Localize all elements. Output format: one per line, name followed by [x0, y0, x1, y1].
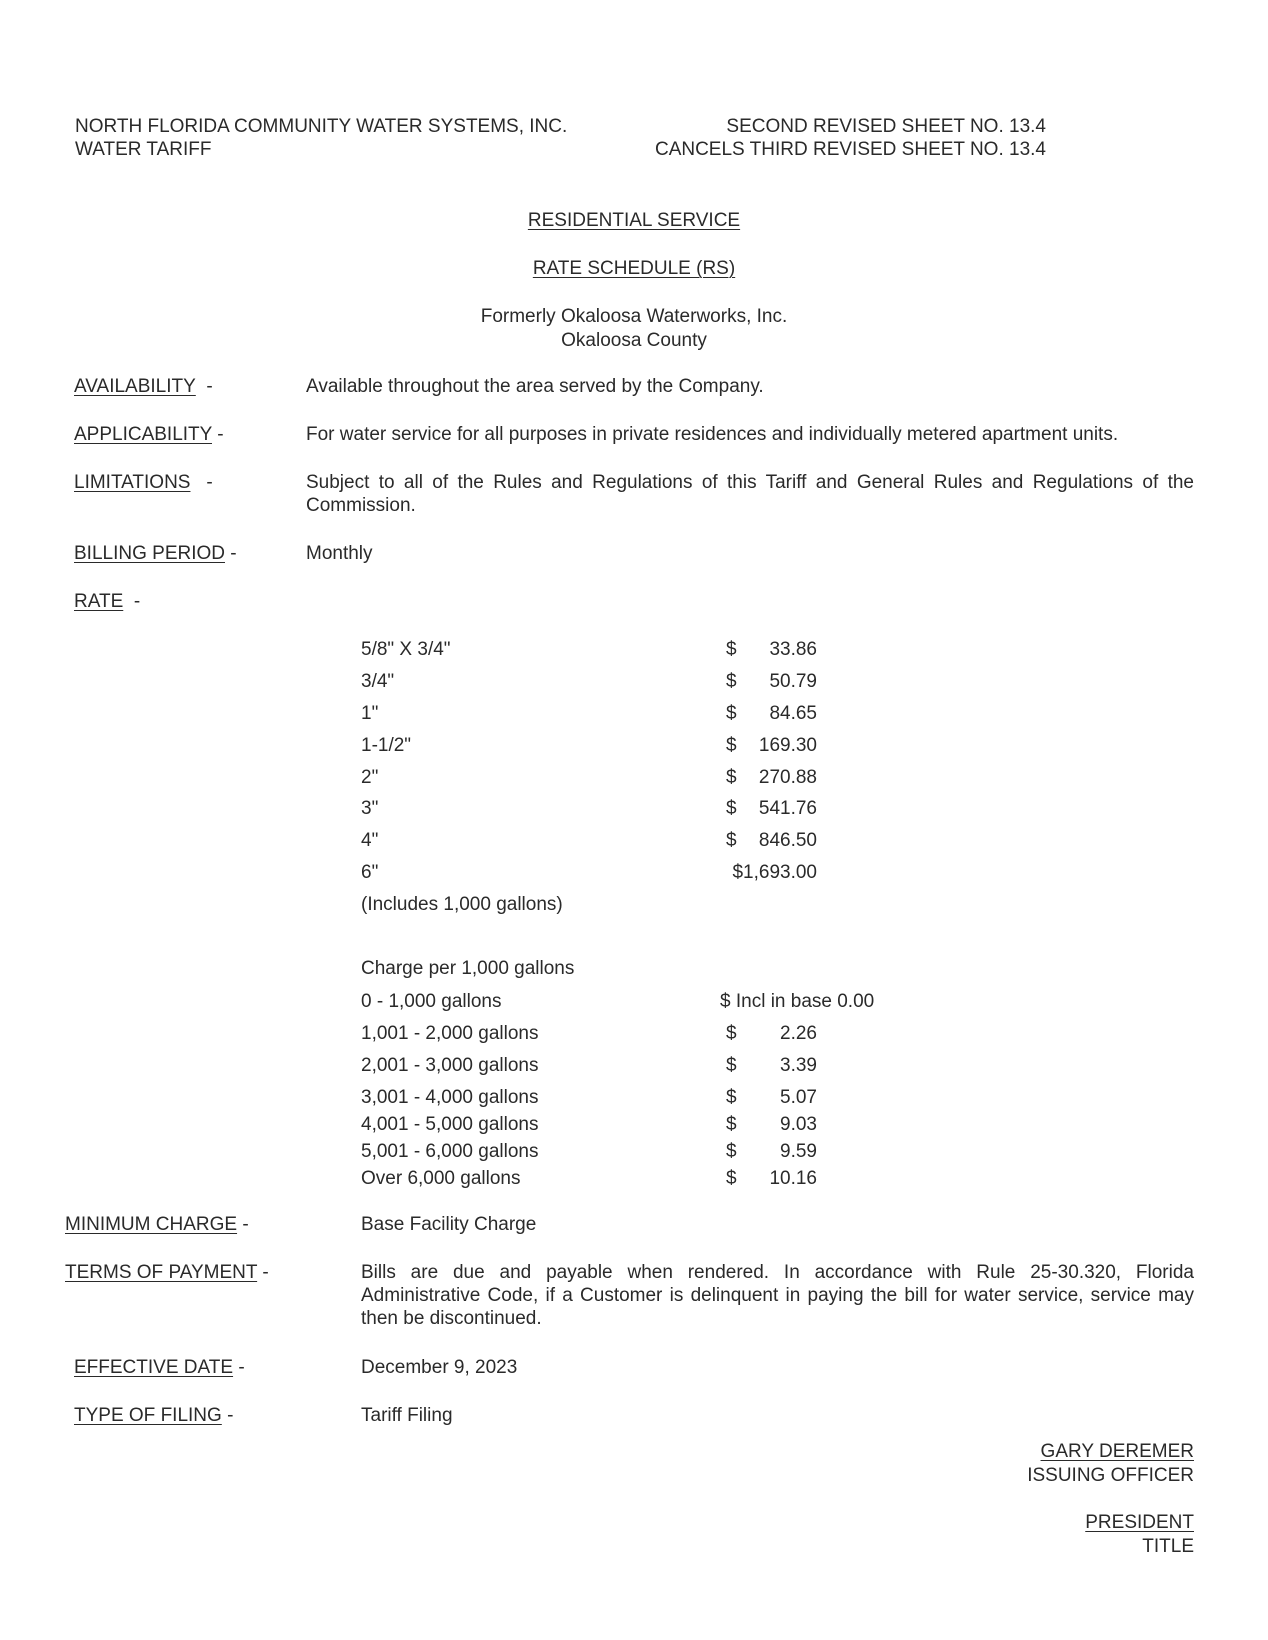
service-title: RESIDENTIAL SERVICE — [527, 210, 741, 231]
rate-row-label: 1,001 - 2,000 gallons — [361, 1023, 539, 1044]
availability-sep: - — [206, 376, 213, 397]
company-name: NORTH FLORIDA COMMUNITY WATER SYSTEMS, INC. — [75, 116, 568, 137]
pipe-size-label: 2" — [361, 767, 379, 788]
base-rate-amount: 84.65 — [769, 703, 817, 724]
pipe-size-label: 5/8" X 3/4" — [361, 639, 451, 660]
limitations-label-row — [74, 471, 213, 494]
base-rate-amount: 270.88 — [758, 767, 817, 788]
billing-period-label: BILLING PERIOD — [74, 543, 225, 564]
issuing-officer-name: GARY DEREMER — [1040, 1441, 1194, 1462]
pipe-size-label: 4" — [361, 830, 379, 851]
availability-label-row — [74, 375, 213, 398]
officer-title-label: TITLE — [1142, 1536, 1194, 1557]
county-text: Okaloosa County — [561, 330, 707, 351]
base-rate-amount: 33.86 — [769, 639, 817, 660]
billing-period-label-row — [74, 542, 237, 565]
rate-row-currency: $ — [726, 1087, 737, 1108]
rate-row-label: 2,001 - 3,000 gallons — [361, 1055, 539, 1076]
rate-row-amount: 5.07 — [780, 1087, 817, 1108]
rate-row-amount: 3.39 — [780, 1055, 817, 1076]
pipe-size-label: 1-1/2" — [361, 735, 412, 756]
pipe-size-label: 3/4" — [361, 671, 395, 692]
availability-text: Available throughout the area served by the Company. — [306, 376, 764, 397]
sheet-number: SECOND REVISED SHEET NO. 13.4 — [726, 116, 1046, 137]
filing-type-label-row — [74, 1404, 233, 1427]
rate-row-amount: 10.16 — [769, 1168, 817, 1189]
rate-row-amount: 9.59 — [780, 1141, 817, 1162]
rate-row-currency: $ — [726, 1168, 737, 1189]
base-rate-currency: $ — [726, 703, 737, 724]
terms-label-row — [65, 1261, 269, 1284]
base-rate-currency: $ — [726, 639, 737, 660]
rate-label-row — [74, 590, 140, 613]
base-rate-currency: $ — [726, 767, 737, 788]
base-rate-currency: $ — [726, 830, 737, 851]
schedule-title: RATE SCHEDULE (RS) — [532, 258, 736, 279]
applicability-label: APPLICABILITY — [74, 424, 212, 445]
issuing-officer-role: ISSUING OFFICER — [1027, 1465, 1194, 1486]
filing-type-label: TYPE OF FILING — [74, 1405, 222, 1426]
base-rate-amount: 846.50 — [758, 830, 817, 851]
pipe-size-label: 1" — [361, 703, 379, 724]
rate-sep: - — [133, 591, 141, 612]
terms-label: TERMS OF PAYMENT — [65, 1262, 258, 1283]
base-rate-amount: 169.30 — [758, 735, 817, 756]
applicability-sep: - — [217, 424, 224, 445]
terms-text: Bills are due and payable when rendered. In accordance with Rule 25-30.320, Florida Administrative Code, if a Customer is delinquent in paying the bill for water service, service may then be discontinued. — [361, 1262, 1194, 1329]
rate-row-currency: $ — [726, 1023, 737, 1044]
first-tier-range: 0 - 1,000 gallons — [361, 991, 502, 1012]
rate-row-label: 3,001 - 4,000 gallons — [361, 1087, 539, 1108]
rate-row-label: 5,001 - 6,000 gallons — [361, 1141, 539, 1162]
rate-row-label: Over 6,000 gallons — [361, 1168, 521, 1189]
minimum-charge-label-row — [65, 1213, 249, 1236]
availability-label: AVAILABILITY — [74, 376, 196, 397]
base-rate-amount: $1,693.00 — [732, 862, 817, 883]
rate-label: RATE — [74, 591, 124, 612]
minimum-charge-text: Base Facility Charge — [361, 1214, 537, 1235]
rate-row-currency: $ — [726, 1141, 737, 1162]
limitations-label: LIMITATIONS — [74, 472, 191, 493]
base-rate-currency: $ — [726, 798, 737, 819]
effective-date-label-row — [74, 1356, 245, 1379]
gallonage-heading: Charge per 1,000 gallons — [361, 958, 575, 979]
formerly-text: Formerly Okaloosa Waterworks, Inc. — [480, 306, 788, 327]
officer-title-value: PRESIDENT — [1085, 1512, 1194, 1533]
base-rate-amount: 541.76 — [758, 798, 817, 819]
effective-date-label: EFFECTIVE DATE — [74, 1357, 234, 1378]
terms-sep: - — [262, 1262, 269, 1283]
limitations-sep: - — [206, 472, 213, 493]
applicability-label-row — [74, 423, 224, 446]
pipe-size-label: 3" — [361, 798, 379, 819]
limitations-text: Subject to all of the Rules and Regulations of this Tariff and General Rules and Regulations of the Commission. — [306, 472, 1194, 516]
effective-date-sep: - — [238, 1357, 245, 1378]
rate-row-currency: $ — [726, 1114, 737, 1135]
base-note: (Includes 1,000 gallons) — [361, 894, 563, 915]
first-tier-text: $ Incl in base 0.00 — [720, 991, 875, 1012]
rate-row-label: 4,001 - 5,000 gallons — [361, 1114, 539, 1135]
minimum-charge-sep: - — [242, 1214, 249, 1235]
base-rate-currency: $ — [726, 735, 737, 756]
base-rate-currency: $ — [726, 671, 737, 692]
applicability-text: For water service for all purposes in private residences and individually metered apartment units. — [306, 424, 1119, 445]
tariff-name: WATER TARIFF — [75, 139, 212, 160]
rate-row-currency: $ — [726, 1055, 737, 1076]
filing-type-sep: - — [227, 1405, 234, 1426]
billing-period-text: Monthly — [306, 543, 373, 564]
minimum-charge-label: MINIMUM CHARGE — [65, 1214, 238, 1235]
filing-type-text: Tariff Filing — [361, 1405, 453, 1426]
effective-date-text: December 9, 2023 — [361, 1357, 518, 1378]
base-rate-amount: 50.79 — [769, 671, 817, 692]
billing-period-sep: - — [230, 543, 237, 564]
rate-row-amount: 2.26 — [780, 1023, 817, 1044]
pipe-size-label: 6" — [361, 862, 379, 883]
cancels-sheet: CANCELS THIRD REVISED SHEET NO. 13.4 — [654, 139, 1046, 160]
rate-row-amount: 9.03 — [780, 1114, 817, 1135]
